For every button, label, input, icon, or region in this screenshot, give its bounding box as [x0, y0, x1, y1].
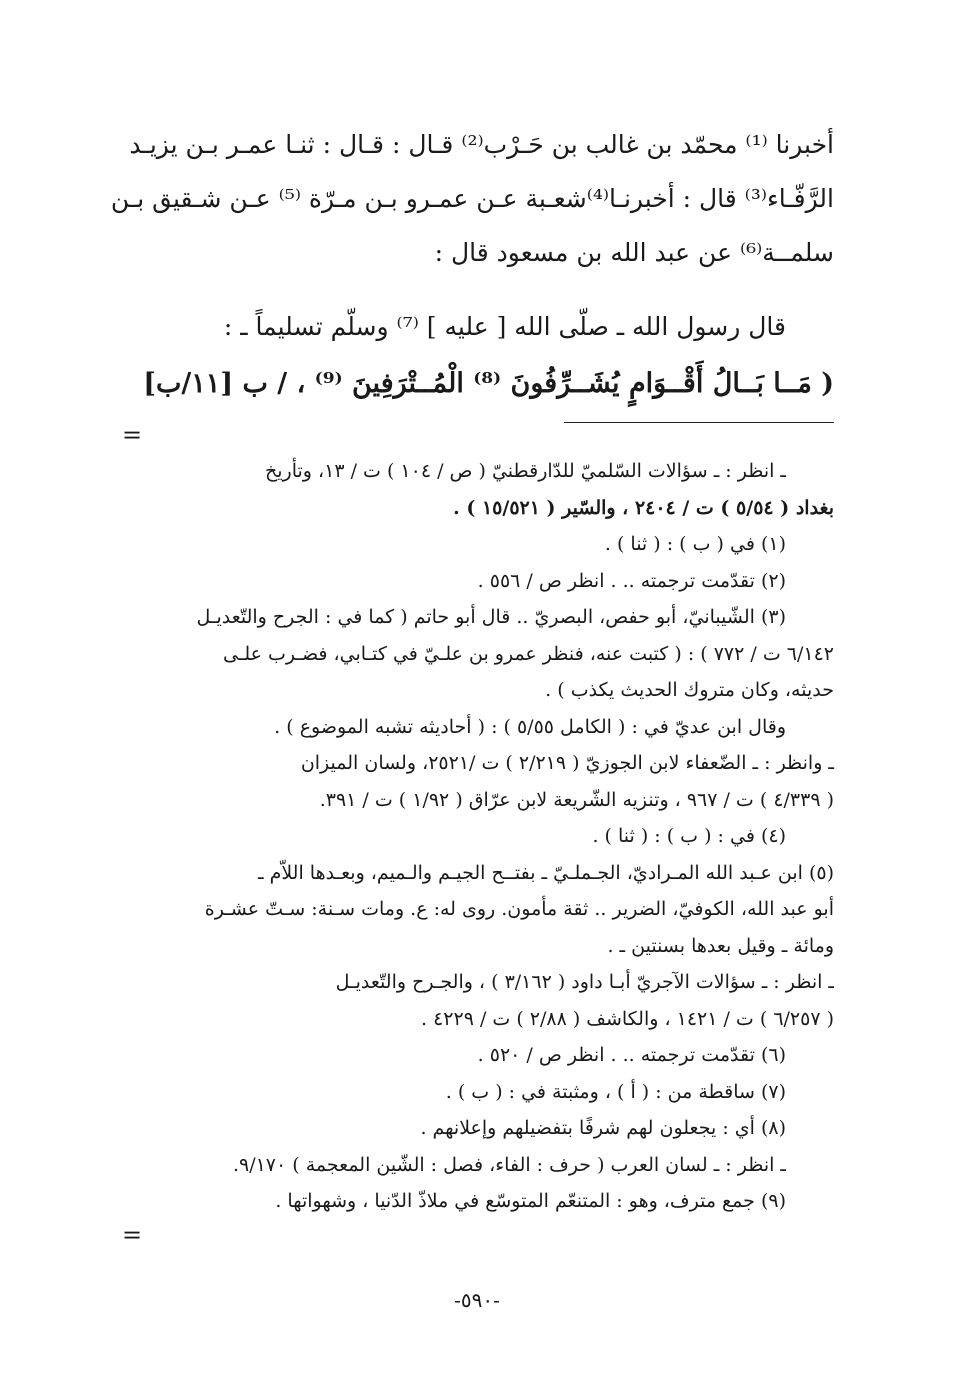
footnote-line: (٧) ساقطة من : ( أ ) ، ومثبتة في : ( ب ) . [445, 1080, 786, 1103]
footnote-line: (٥) ابن عـبد الله المـراديّ، الجـملـيّ ـ بفتــح الجيـم والـميم، وبعـدها اللاّم ـ [257, 861, 834, 884]
footnote-line: (٤) في : ( ب ) : ( ثنا ) . [592, 825, 786, 847]
footnote-line: (٦) تقدّمت ترجمته .. . انظر ص / ٥٢٠ . [477, 1044, 786, 1066]
main-line: أخبرنا ⁽¹⁾ محمّد بن غالب بن حَـرْب⁽²⁾ قـال : قـال : ثنـا عمـر بـن يزيـد [129, 130, 834, 159]
footnote-line: بغداد ( ٥/٥٤ ) ت / ٢٤٠٤ ، والسّير ( ١٥/٥٢١ ) . [453, 496, 834, 519]
main-text [110, 118, 834, 414]
footnotes [110, 453, 834, 1220]
footnote-line: ـ انظر : ـ سؤالات السّلميّ للدّارقطنيّ ( ص / ١٠٤ ) ت / ١٣، وتأريخ [264, 460, 786, 482]
footnote-line: ٦/١٤٢ ت / ٧٧٢ ) : ( كتبت عنه، فنظر عمرو بن علـيّ في كتـابي، فضـرب علـى [222, 642, 834, 665]
main-line: الرَّفّـاء⁽³⁾ قال : أخبرنـا⁽⁴⁾شعـبة عـن عمـرو بـن مـرّة ⁽⁵⁾ عـن شـقيق بـن [110, 184, 834, 213]
main-line: سلمــة⁽⁶⁾ عن عبد الله بن مسعود قال : [434, 238, 834, 267]
page-body [110, 118, 834, 1250]
footnote-line: أبو عبد الله، الكوفيّ، الضرير .. ثقة مأمون. روى له: ع. ومات سـنة: سـتّ عشـرة [204, 898, 834, 920]
footnote-line: ـ انظر : ـ لسان العرب ( حرف : الفاء، فصل : الشّين المعجمة ) ٩/١٧٠. [232, 1153, 786, 1176]
hadith-text: ( مَــا بَــالُ أَقْــوَامٍ يُشَــرِّفُونَ ⁽⁸⁾ الْمُــتْرَفِينَ ⁽⁹⁾ ، / ب [١١/ب] [143, 368, 834, 399]
footnote-line: ( ٤/٣٣٩ ) ت / ٩٦٧ ، وتنزيه الشّريعة لابن عرّاق ( ١/٩٢ ) ت / ٣٩١. [319, 788, 834, 811]
footnote-line: (٢) تقدّمت ترجمته .. . انظر ص / ٥٥٦ . [477, 569, 786, 592]
footnote-line: (٨) أي : يجعلون لهم شرفًا بتفضيلهم وإعلانهم . [420, 1117, 786, 1139]
footnote-line: ( ٦/٢٥٧ ) ت / ١٤٢١ ، والكاشف ( ٢/٨٨ ) ت / ٤٢٢٩ . [420, 1007, 834, 1030]
continuation-mark-bottom: = [122, 1220, 143, 1249]
footnote-line: ومائة ـ وقيل بعدها بسنتين ـ . [607, 934, 834, 957]
footnote-line: (١) في ( ب ) : ( ثنا ) . [604, 533, 786, 555]
footnote-line: حديثه، وكان متروك الحديث يكذب ) . [545, 679, 834, 701]
footnote-line: (٣) الشّيبانيّ، أبو حفص، البصريّ .. قال أبو حاتم ( كما في : الجرح والتّعديـل [196, 606, 786, 628]
page-number: -٥٩٠- [454, 1288, 500, 1312]
footnote-line: ـ انظر : ـ سؤالات الآجريّ أبـا داود ( ٣/١٦٢ ) ، والجـرح والتّعديـل [335, 971, 834, 993]
footnote-line: ـ وانظر : ـ الضّعفاء لابن الجوزيّ ( ٢/٢١٩ ) ت /٢٥٢١، ولسان الميزان [300, 752, 834, 774]
footnote-line: وقال ابن عديّ في : ( الكامل ٥/٥٥ ) : ( أحاديثه تشبه الموضوع ) . [274, 715, 786, 738]
hadith-intro: قال رسول الله ـ صلّى الله [ عليه ] ⁽⁷⁾ وسلّم تسليماً ـ : [223, 312, 786, 341]
continuation-mark-top: = [122, 421, 143, 449]
footnote-line: (٩) جمع مترف، وهو : المتنعّم المتوسّع في ملاذّ الدّنيا ، وشهواتها . [275, 1190, 786, 1212]
